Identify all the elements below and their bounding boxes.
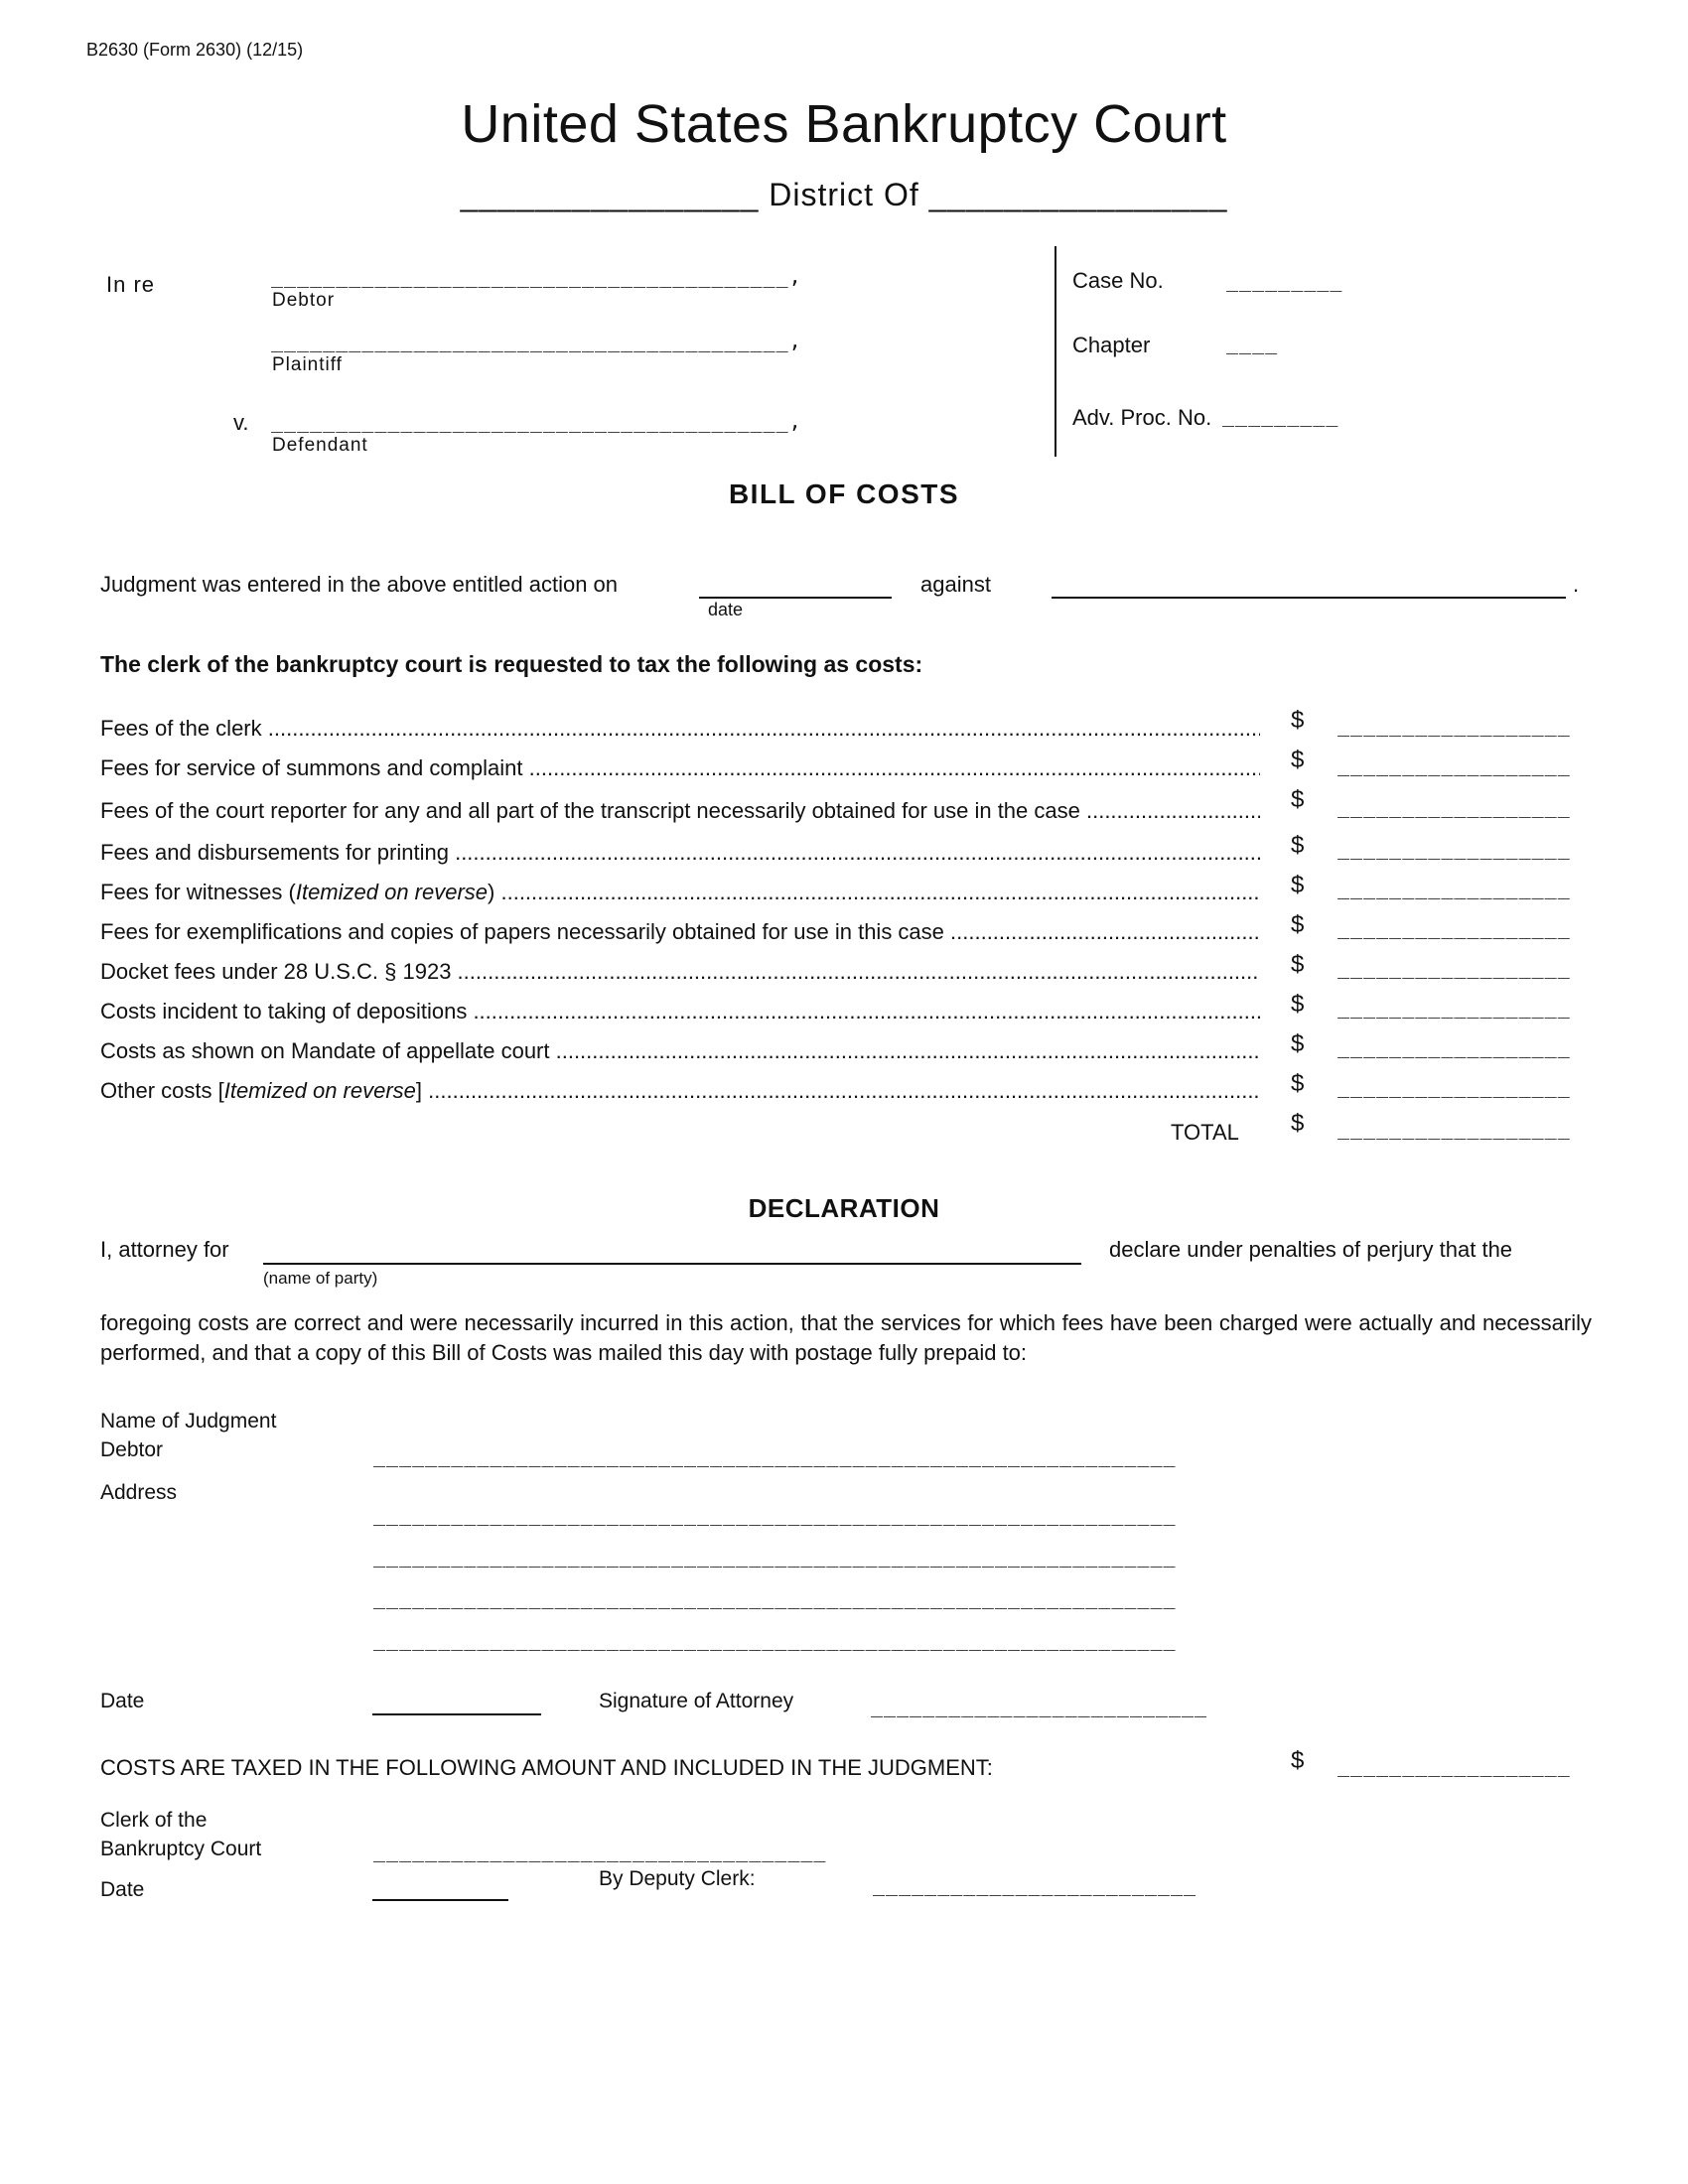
judgment-debtor-label: Name of Judgment bbox=[100, 1410, 277, 1433]
fee-row-label: Fees for service of summons and complaint ..... bbox=[100, 755, 1260, 781]
dollar-icon: $ bbox=[1291, 911, 1305, 938]
address-field-1[interactable]: ______________________________________________________________ bbox=[373, 1502, 1177, 1526]
fee-amount-field[interactable]: __________________ bbox=[1337, 836, 1571, 860]
fee-amount-field[interactable]: __________________ bbox=[1337, 955, 1571, 979]
dollar-icon: $ bbox=[1291, 872, 1305, 898]
fee-amount-field[interactable]: __________________ bbox=[1337, 1074, 1571, 1098]
fee-row-label: Fees for exemplifications and copies of papers necessarily obtained for use in this case ..... bbox=[100, 919, 1260, 945]
declaration-title: DECLARATION bbox=[748, 1193, 940, 1223]
judgment-text: Judgment was entered in the above entitled action on bbox=[100, 572, 619, 597]
chapter-field[interactable]: ____ bbox=[1226, 331, 1279, 354]
debtor-label: Debtor bbox=[272, 290, 336, 311]
deputy-clerk-label: By Deputy Clerk: bbox=[599, 1867, 756, 1890]
fee-row-label: Costs incident to taking of depositions ..... bbox=[100, 999, 1260, 1024]
signature-label: Signature of Attorney bbox=[599, 1690, 794, 1712]
chapter-label: Chapter bbox=[1072, 333, 1151, 357]
versus-label: v. bbox=[233, 410, 249, 435]
adv-proc-field[interactable]: _________ bbox=[1222, 403, 1339, 427]
declaration-date-label: Date bbox=[100, 1690, 145, 1712]
total-label: TOTAL bbox=[1171, 1120, 1239, 1145]
address-field-4[interactable]: ______________________________________________________________ bbox=[373, 1627, 1177, 1651]
fee-amount-field[interactable]: __________________ bbox=[1337, 995, 1571, 1019]
case-no-label: Case No. bbox=[1072, 268, 1164, 293]
dollar-icon: $ bbox=[1291, 1070, 1305, 1097]
declaration-date-field[interactable] bbox=[372, 1713, 541, 1715]
name-of-party-label: (name of party) bbox=[263, 1269, 378, 1288]
dollar-icon: $ bbox=[1291, 991, 1305, 1018]
dollar-icon: $ bbox=[1291, 1747, 1305, 1774]
caption-divider bbox=[1055, 246, 1056, 457]
form-id: B2630 (Form 2630) (12/15) bbox=[86, 40, 304, 60]
defendant-field[interactable]: ________________________________________, bbox=[271, 409, 802, 433]
fee-row-label: Fees and disbursements for printing ..... bbox=[100, 840, 1260, 866]
bill-title: BILL OF COSTS bbox=[728, 478, 960, 509]
taxed-amount-field[interactable]: __________________ bbox=[1337, 1753, 1571, 1777]
request-heading: The clerk of the bankruptcy court is requested to tax the following as costs: bbox=[100, 651, 923, 677]
dollar-icon: $ bbox=[1291, 786, 1305, 813]
plaintiff-label: Plaintiff bbox=[272, 354, 343, 375]
defendant-label: Defendant bbox=[272, 435, 368, 456]
fee-row-label: Docket fees under 28 U.S.C. § 1923 ..... bbox=[100, 959, 1260, 985]
total-amount-field[interactable]: __________________ bbox=[1337, 1116, 1571, 1140]
in-re-label: In re bbox=[106, 272, 156, 297]
plaintiff-field[interactable]: ________________________________________, bbox=[271, 329, 802, 352]
clerk-date-field[interactable] bbox=[372, 1899, 508, 1901]
judgment-date-label: date bbox=[708, 600, 744, 619]
against-label: against bbox=[920, 572, 991, 597]
fee-amount-field[interactable]: __________________ bbox=[1337, 752, 1571, 776]
fee-amount-field[interactable]: __________________ bbox=[1337, 915, 1571, 939]
case-no-field[interactable]: _________ bbox=[1226, 268, 1343, 292]
debtor-field[interactable]: ________________________________________, bbox=[271, 264, 802, 288]
judgment-debtor-field[interactable]: ______________________________________________________________ bbox=[373, 1443, 1177, 1467]
dollar-icon: $ bbox=[1291, 951, 1305, 978]
fee-row-label: Fees for witnesses (Itemized on reverse) ..... bbox=[100, 880, 1260, 905]
clerk-field[interactable]: ___________________________________ bbox=[373, 1839, 827, 1862]
attorney-for-label: I, attorney for bbox=[100, 1237, 229, 1262]
fee-row-label: Fees of the clerk ..... bbox=[100, 716, 1260, 742]
dollar-icon: $ bbox=[1291, 832, 1305, 859]
fee-row-label: Other costs [Itemized on reverse] ..... bbox=[100, 1078, 1260, 1104]
clerk-label: Clerk of the bbox=[100, 1809, 208, 1832]
deputy-clerk-field[interactable]: _________________________ bbox=[873, 1872, 1197, 1896]
fee-amount-field[interactable]: __________________ bbox=[1337, 1034, 1571, 1058]
fee-amount-field[interactable]: __________________ bbox=[1337, 713, 1571, 737]
declare-text: declare under penalties of perjury that the bbox=[1109, 1237, 1513, 1262]
party-name-field[interactable] bbox=[263, 1263, 1081, 1265]
district-line[interactable]: ________________ District Of ________________ bbox=[460, 177, 1228, 212]
against-field[interactable] bbox=[1052, 597, 1566, 599]
fee-amount-field[interactable]: __________________ bbox=[1337, 876, 1571, 899]
fee-amount-field[interactable]: __________________ bbox=[1337, 794, 1571, 818]
dollar-icon: $ bbox=[1291, 1030, 1305, 1057]
judgment-period: . bbox=[1573, 572, 1580, 597]
judgment-date-field[interactable] bbox=[699, 597, 892, 599]
dollar-icon: $ bbox=[1291, 1110, 1305, 1137]
judgment-debtor-label-2: Debtor bbox=[100, 1438, 164, 1461]
address-field-2[interactable]: ______________________________________________________________ bbox=[373, 1544, 1177, 1568]
address-field-3[interactable]: ______________________________________________________________ bbox=[373, 1585, 1177, 1609]
clerk-date-label: Date bbox=[100, 1878, 145, 1901]
address-label: Address bbox=[100, 1481, 178, 1504]
fee-row-label: Fees of the court reporter for any and all part of the transcript necessarily obtained for use in the case ..... bbox=[100, 798, 1260, 824]
clerk-label-2: Bankruptcy Court bbox=[100, 1838, 262, 1860]
dollar-icon: $ bbox=[1291, 747, 1305, 773]
dollar-icon: $ bbox=[1291, 707, 1305, 734]
court-title: United States Bankruptcy Court bbox=[461, 94, 1227, 154]
signature-field[interactable]: __________________________ bbox=[871, 1694, 1208, 1717]
taxed-text: COSTS ARE TAXED IN THE FOLLOWING AMOUNT AND INCLUDED IN THE JUDGMENT: bbox=[100, 1755, 993, 1780]
fee-row-label: Costs as shown on Mandate of appellate court ..... bbox=[100, 1038, 1260, 1064]
declaration-paragraph: foregoing costs are correct and were necessarily incurred in this action, that the services for which fees have been charged were actually and necessarily performed, and that a copy of this Bill of Costs was mailed this day with postage fully prepaid to: bbox=[100, 1310, 1592, 1365]
adv-proc-label: Adv. Proc. No. bbox=[1072, 405, 1212, 430]
